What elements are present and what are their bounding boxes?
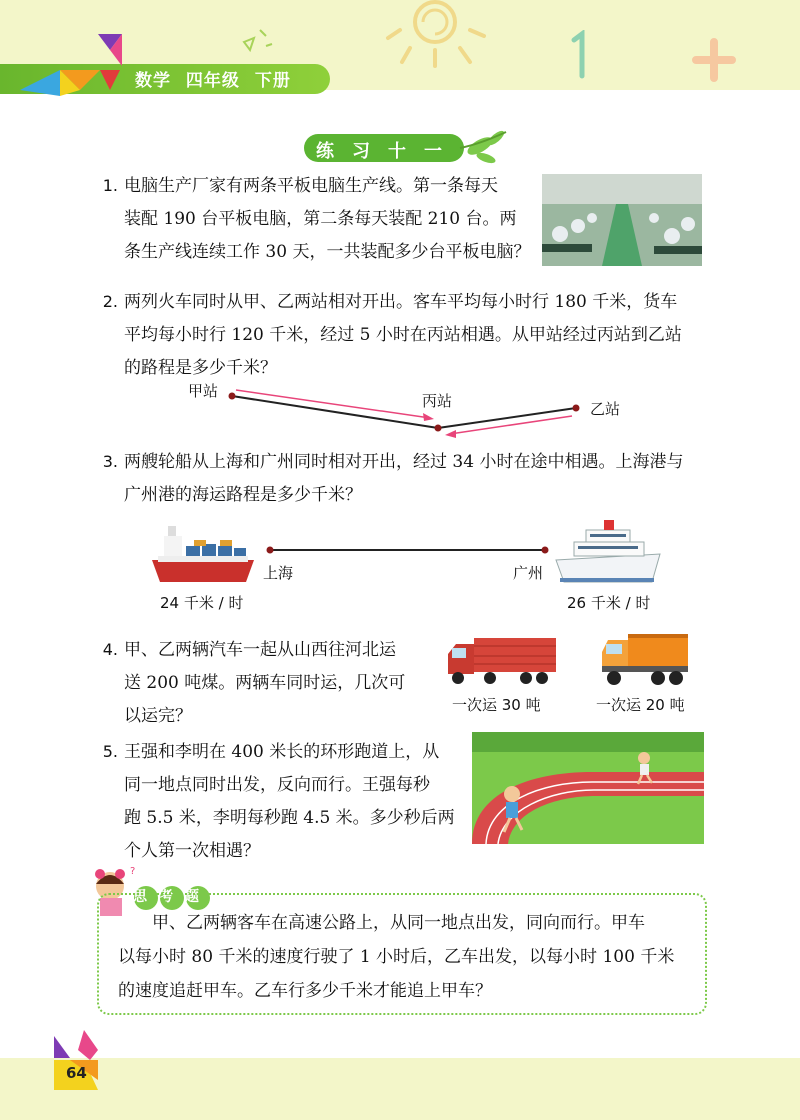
station-c-label: 丙站 bbox=[422, 392, 453, 410]
truck-a-capacity-label: 一次运 30 吨 bbox=[452, 696, 541, 714]
text-line: 送 200 吨煤。两辆车同时运，几次可 bbox=[124, 673, 406, 693]
train-route-diagram bbox=[220, 388, 590, 440]
text-line: 广州港的海运路程是多少千米？ bbox=[124, 485, 362, 505]
text-line: 的路程是多少千米？ bbox=[124, 358, 277, 378]
station-a-label: 甲站 bbox=[188, 382, 219, 400]
text-line: 装配 190 台平板电脑，第二条每天装配 210 台。两 bbox=[124, 209, 517, 229]
sun-decoration-icon bbox=[380, 0, 490, 70]
page-number-badge-icon bbox=[54, 1030, 100, 1092]
text-line: 甲、乙两辆汽车一起从山西往河北运 bbox=[124, 640, 396, 660]
text-line: 个人第一次相遇？ bbox=[124, 841, 260, 861]
red-truck-image bbox=[446, 632, 558, 688]
question-number: 1. bbox=[102, 176, 118, 195]
plus-decoration-icon bbox=[690, 36, 738, 84]
sparkle-decoration-icon bbox=[236, 22, 276, 62]
text-line: 两艘轮船从上海和广州同时相对开出，经过 34 小时在途中相遇。上海港与 bbox=[124, 452, 684, 472]
orange-dump-truck-image bbox=[598, 628, 690, 688]
cargo-ship-image bbox=[150, 516, 256, 586]
truck-b-capacity-label: 一次运 20 吨 bbox=[596, 696, 685, 714]
shanghai-label: 上海 bbox=[263, 564, 294, 582]
tangram-logo-icon bbox=[0, 30, 140, 102]
question-1-text bbox=[124, 170, 530, 269]
cruise-ship-image bbox=[554, 514, 662, 586]
left-speed-label: 24 千米 / 时 bbox=[160, 594, 244, 612]
bottom-band bbox=[0, 1058, 800, 1120]
think-question-text bbox=[118, 906, 693, 1008]
station-b-label: 乙站 bbox=[590, 400, 621, 418]
running-track-illustration bbox=[472, 732, 704, 844]
text-line: 条生产线连续工作 30 天，一共装配多少台平板电脑？ bbox=[124, 242, 531, 262]
text-line: 以运完？ bbox=[124, 706, 192, 726]
think-question-label: 思考题 bbox=[133, 889, 211, 905]
right-speed-label: 26 千米 / 时 bbox=[567, 594, 651, 612]
question-number: 5. bbox=[102, 742, 118, 761]
number-one-decoration-icon bbox=[560, 30, 600, 80]
guangzhou-label: 广州 bbox=[513, 564, 544, 582]
text-line: 平均每小时行 120 千米，经过 5 小时在丙站相遇。从甲站经过丙站到乙站 bbox=[124, 325, 682, 345]
question-4-text bbox=[124, 634, 405, 733]
text-line: 的速度追赶甲车。乙车行多少千米才能追上甲车？ bbox=[118, 981, 492, 1001]
text-line: 跑 5.5 米，李明每秒跑 4.5 米。多少秒后两 bbox=[124, 808, 455, 828]
question-number: 4. bbox=[102, 640, 118, 659]
header-title: 数学 四年级 下册 bbox=[135, 71, 291, 91]
text-line: 甲、乙两辆客车在高速公路上，从同一地点出发，同向而行。甲车 bbox=[152, 913, 645, 933]
question-number: 2. bbox=[102, 292, 118, 311]
text-line: 以每小时 80 千米的速度行驶了 1 小时后，乙车出发，以每小时 100 千米 bbox=[118, 947, 675, 967]
question-5-text bbox=[124, 736, 455, 868]
text-line: 王强和李明在 400 米长的环形跑道上，从 bbox=[124, 742, 440, 762]
text-line: 同一地点同时出发，反向而行。王强每秒 bbox=[124, 775, 430, 795]
text-line: 电脑生产厂家有两条平板电脑生产线。第一条每天 bbox=[124, 176, 498, 196]
sea-route-line bbox=[260, 540, 560, 560]
text-line: 两列火车同时从甲、乙两站相对开出。客车平均每小时行 180 千米，货车 bbox=[124, 292, 678, 312]
page-number: 64 bbox=[66, 1064, 87, 1082]
question-3-text bbox=[124, 446, 683, 512]
question-2-text bbox=[124, 286, 682, 385]
factory-photo bbox=[542, 174, 702, 266]
section-title: 练习十一 bbox=[316, 141, 460, 162]
svg-text:?: ? bbox=[130, 866, 136, 877]
question-number: 3. bbox=[102, 452, 118, 471]
